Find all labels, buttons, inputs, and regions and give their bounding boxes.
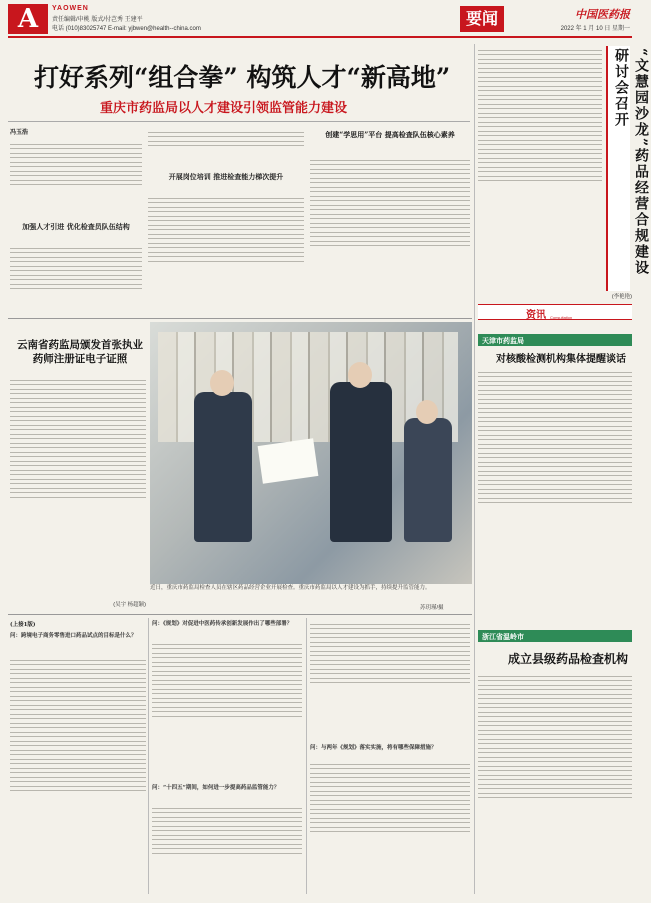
lead-headline: 打好系列“组合拳” 构筑人才“新高地” xyxy=(34,63,451,92)
contact-line: 电话 (010)83025747 E-mail: yjbwen@health--china.com xyxy=(52,26,201,32)
banner-headline xyxy=(606,46,649,291)
yunnan-body xyxy=(10,376,146,596)
banner-author: (李艳艳) xyxy=(611,294,632,300)
zixun-subtitle: Consultation xyxy=(550,315,573,320)
masthead xyxy=(8,4,632,36)
zhejiang-region-bar: 浙江省温岭市 xyxy=(478,630,632,642)
qa-col-3-bottom xyxy=(310,760,470,894)
zhejiang-body xyxy=(478,672,632,894)
lead-col-2-bottom xyxy=(148,194,304,314)
section-head-3: 创建“学思用”平台 提高检查队伍核心素养 xyxy=(325,130,455,139)
inspector-figure-3 xyxy=(404,418,452,542)
qa-divider-1 xyxy=(148,618,149,894)
masthead-rule xyxy=(8,36,632,38)
continued-tag: (上接1版) xyxy=(10,622,36,628)
zixun-title: 资讯 xyxy=(526,310,546,321)
right-column-divider xyxy=(474,44,475,894)
news-photo xyxy=(150,322,472,584)
paper-name: 中国医药报 xyxy=(575,8,630,21)
lead-byline: 冯玉浩 xyxy=(10,130,29,136)
qa-col-3-top xyxy=(310,620,470,740)
inspector-head-1 xyxy=(210,370,234,396)
zixun-header xyxy=(478,304,632,320)
qa-top-rule xyxy=(8,614,472,615)
lead-col-3 xyxy=(310,156,470,316)
lead-col-1-top xyxy=(10,140,142,220)
qa-question-1: 问：跨境电子商务零售进口药品试点的目标是什么？ xyxy=(10,633,137,639)
inspector-figure-1 xyxy=(194,392,252,542)
yunnan-headline: 云南省药监局颁发首张执业药师注册证电子证照 xyxy=(17,339,143,365)
page-letter-logo: A xyxy=(8,4,48,34)
lead-subhead: 重庆市药监局以人才建设引领监管能力建设 xyxy=(100,101,348,116)
qa-question-2: 问：《规划》对促进中医药传承创新发展作出了哪些部署？ xyxy=(152,621,293,627)
inspector-head-3 xyxy=(416,400,438,424)
qa-divider-2 xyxy=(306,618,307,894)
section-head-1: 加强人才引进 优化检查员队伍结构 xyxy=(22,222,130,231)
photo-caption: 近日，重庆市药监局检查人员在辖区药品经营企业开展检查。重庆市药监局以人才建设为抓手，持续提升监管能力。 xyxy=(150,585,431,591)
tianjin-region-bar: 天津市药监局 xyxy=(478,334,632,346)
lead-col-1-bottom xyxy=(10,244,142,322)
qa-col-2-top xyxy=(152,640,302,780)
inspector-head-2 xyxy=(348,362,372,388)
qa-question-3: 问：“十四五”期间，如何进一步提高药品监管能力？ xyxy=(152,785,280,791)
yunnan-author: (吴宇 杨超颖) xyxy=(113,602,146,608)
photo-credit: 苏玥瑾/摄 xyxy=(420,605,444,611)
lead-story-bottom-rule xyxy=(8,318,472,319)
inspector-figure-2 xyxy=(330,382,392,542)
issue-date: 2022 年 1 月 10 日 星期一 xyxy=(560,26,630,32)
inspection-document xyxy=(258,438,319,483)
qa-col-2-bottom xyxy=(152,804,302,894)
banner-story-text xyxy=(478,46,602,292)
section-head-2: 开展岗位培训 推进检查能力梯次提升 xyxy=(168,172,284,181)
headline-rule xyxy=(8,121,470,122)
section-title: 要闻 xyxy=(460,6,504,32)
editors-line: 责任编辑/申桃 版式/付芑秀 王建平 xyxy=(52,17,143,23)
tianjin-title: 对核酸检测机构集体提醒谈话 xyxy=(496,354,626,365)
section-en: YAOWEN xyxy=(52,5,89,12)
zhejiang-title: 成立县级药品检查机构 xyxy=(508,652,629,666)
qa-col-1 xyxy=(10,656,146,894)
banner-headline-text: “文慧园沙龙”药品经营合规建设研讨会召开 xyxy=(613,48,649,277)
tianjin-body xyxy=(478,368,632,608)
qa-question-4: 问：与两年《规划》落实实施，将有哪些保障措施？ xyxy=(310,745,437,751)
lead-col-2-top xyxy=(148,128,304,162)
